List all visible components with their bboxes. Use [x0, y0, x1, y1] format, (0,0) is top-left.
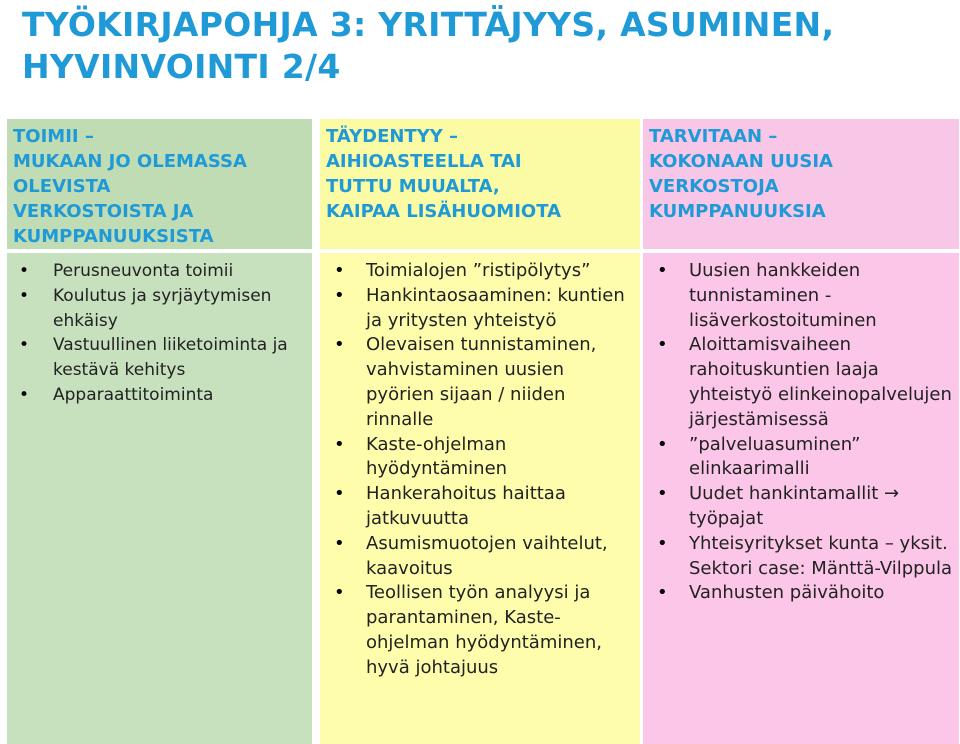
column-toimii-body: [7, 253, 312, 744]
list-item: • Aloittamisvaiheen rahoituskuntien laaja yhteistyö elinkeinopalvelujen järjestämisessä: [649, 333, 953, 432]
heading-line: AIHIOASTEELLA TAI: [326, 151, 522, 172]
column-taydentyy-body: [320, 253, 640, 744]
list-item: • Asumismuotojen vaihtelut, kaavoitus: [326, 532, 634, 582]
page-title-text: TYÖKIRJAPOHJA 3: YRITTÄJYYS, ASUMINEN, HYVINVOINTI 2/4: [22, 5, 835, 86]
heading-line: MUKAAN JO OLEMASSA: [13, 151, 247, 172]
list-item: • Apparaattitoiminta: [13, 383, 306, 408]
list-item: • Vanhusten päivähoito: [649, 581, 953, 606]
bullet-list: [326, 259, 634, 681]
list-item: • Perusneuvonta toimii: [13, 259, 306, 284]
heading-line: KUMPPANUUKSISTA: [13, 226, 214, 247]
bullet-list: [13, 259, 306, 408]
list-item: • Vastuullinen liiketoiminta ja kestävä kehitys: [13, 333, 306, 383]
list-item: • ”palveluasuminen” elinkaarimalli: [649, 433, 953, 483]
list-item: • Uudet hankintamallit → työpajat: [649, 482, 953, 532]
heading-line: VERKOSTOJA: [649, 176, 779, 197]
column-tarvitaan-body: [643, 253, 959, 744]
column-tarvitaan-heading: [643, 119, 959, 249]
heading-line: VERKOSTOISTA JA: [13, 201, 194, 222]
list-item: • Uusien hankkeiden tunnistaminen - lisäverkostoituminen: [649, 259, 953, 333]
heading-line: KAIPAA LISÄHUOMIOTA: [326, 201, 562, 222]
heading-line: TÄYDENTYY –: [326, 126, 459, 147]
heading-line: KOKONAAN UUSIA: [649, 151, 833, 172]
list-item: • Kaste-ohjelman hyödyntäminen: [326, 433, 634, 483]
heading-line: OLEVISTA: [13, 176, 111, 197]
list-item: • Yhteisyritykset kunta – yksit. Sektori case: Mänttä-Vilppula: [649, 532, 953, 582]
heading-line: TOIMII –: [13, 126, 94, 147]
column-toimii-heading: [7, 119, 312, 249]
column-toimii: [7, 119, 312, 744]
heading-line: TARVITAAN –: [649, 126, 778, 147]
page-title: [22, 4, 960, 88]
bullet-list: [649, 259, 953, 606]
list-item: • Olevaisen tunnistaminen, vahvistaminen uusien pyörien sijaan / niiden rinnalle: [326, 333, 634, 432]
heading-line: KUMPPANUUKSIA: [649, 201, 826, 222]
column-taydentyy: [320, 119, 640, 744]
list-item: • Hankerahoitus haittaa jatkuvuutta: [326, 482, 634, 532]
list-item: • Koulutus ja syrjäytymisen ehkäisy: [13, 284, 306, 334]
list-item: • Toimialojen ”ristipölytys”: [326, 259, 634, 284]
column-tarvitaan: [643, 119, 959, 744]
list-item: • Hankintaosaaminen: kuntien ja yritysten yhteistyö: [326, 284, 634, 334]
list-item: • Teollisen työn analyysi ja parantaminen, Kaste-ohjelman hyödyntäminen, hyvä johtajuus: [326, 581, 634, 680]
column-taydentyy-heading: [320, 119, 640, 249]
heading-line: TUTTU MUUALTA,: [326, 176, 500, 197]
